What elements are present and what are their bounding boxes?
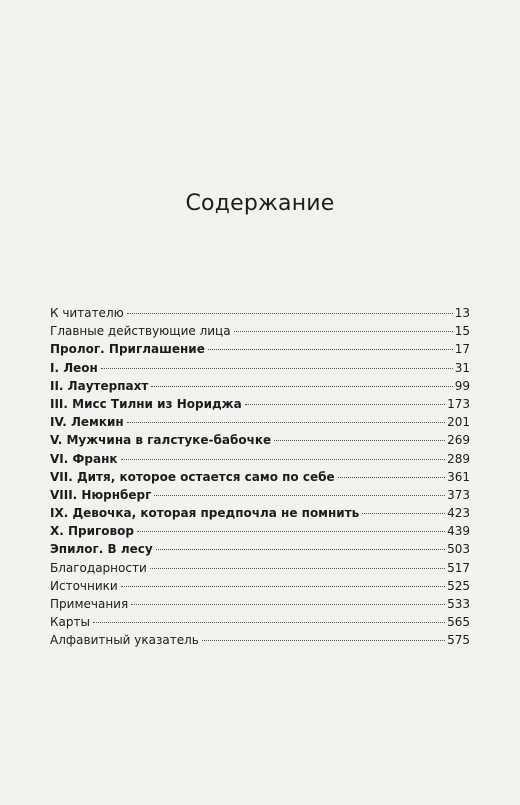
toc-entry-page-number: 17 — [454, 342, 470, 357]
dot-leader — [137, 531, 445, 532]
toc-entry — [50, 504, 470, 522]
toc-entry-page-number: 99 — [454, 378, 470, 393]
toc-entry-page-number: 15 — [454, 324, 470, 339]
toc-entry — [50, 304, 470, 322]
dot-leader — [93, 622, 445, 623]
toc-entry — [50, 340, 470, 358]
toc-entry — [50, 322, 470, 340]
toc-entry-label: IV. Лемкин — [50, 415, 124, 430]
toc-entry — [50, 613, 470, 631]
toc-entry-page-number: 517 — [447, 560, 470, 575]
toc-entry-page-number: 31 — [454, 360, 470, 375]
dot-leader — [234, 331, 453, 332]
toc-entry-label: V. Мужчина в галстуке-бабочке — [50, 433, 272, 448]
toc-entry — [50, 540, 470, 558]
toc-entry-label: Эпилог. В лесу — [50, 542, 153, 557]
toc-entry-label: К читателю — [50, 306, 124, 320]
toc-entry-page-number: 423 — [447, 506, 470, 521]
toc-entry-label: Примечания — [50, 597, 129, 611]
toc-entry-page-number: 173 — [447, 396, 470, 411]
toc-entry-page-number: 201 — [447, 415, 470, 430]
dot-leader — [151, 386, 452, 387]
toc-entry — [50, 359, 470, 377]
toc-entry-label: Благодарности — [50, 560, 147, 575]
page-title: Содержание — [185, 191, 335, 216]
dot-leader — [338, 477, 445, 478]
toc-entry-label: II. Лаутерпахт — [50, 378, 149, 393]
toc-entry-label: IX. Девочка, которая предпочла не помнить — [50, 506, 360, 521]
toc-entry-label: I. Леон — [50, 360, 98, 375]
toc-entry — [50, 486, 470, 504]
toc-entry-page-number: 575 — [447, 633, 470, 648]
dot-leader — [121, 586, 445, 587]
toc-entry — [50, 395, 470, 413]
toc-entry — [50, 450, 470, 468]
dot-leader — [202, 640, 445, 641]
dot-leader — [127, 313, 453, 314]
dot-leader — [121, 459, 446, 460]
toc-entry — [50, 468, 470, 486]
toc-entry-page-number: 503 — [447, 542, 470, 557]
toc-entry-label: VIII. Нюрнберг — [50, 487, 152, 502]
toc-entry-label: Пролог. Приглашение — [50, 342, 205, 357]
dot-leader — [150, 568, 445, 569]
toc-entry-label: VI. Франк — [50, 451, 118, 466]
toc-entry-page-number: 439 — [447, 524, 470, 539]
toc-entry-page-number: 373 — [447, 487, 470, 502]
toc-entry-label: Главные действующие лица — [50, 324, 231, 339]
dot-leader — [101, 368, 453, 369]
toc-entry — [50, 377, 470, 395]
toc-entry — [50, 631, 470, 649]
toc-entry-label: Алфавитный указатель — [50, 633, 199, 648]
toc-entry-page-number: 289 — [447, 451, 470, 466]
toc-entry — [50, 413, 470, 431]
toc-entry-page-number: 269 — [447, 433, 470, 448]
toc-entry-page-number: 361 — [447, 469, 470, 484]
toc-entry-label: Карты — [50, 615, 90, 630]
toc-entry — [50, 522, 470, 540]
dot-leader — [245, 404, 445, 405]
toc-entry — [50, 559, 470, 577]
toc-entry-page-number: 565 — [447, 615, 470, 630]
table-of-contents — [50, 304, 470, 650]
toc-entry-label: Источники — [50, 578, 118, 593]
toc-entry-label: VII. Дитя, которое остается само по себе — [50, 469, 335, 484]
toc-entry-page-number: 533 — [447, 597, 470, 611]
dot-leader — [362, 513, 445, 514]
toc-entry-label: III. Мисс Тилни из Нориджа — [50, 396, 242, 411]
dot-leader — [131, 604, 445, 605]
toc-entry-page-number: 525 — [447, 578, 470, 593]
toc-entry-page-number: 13 — [454, 306, 470, 320]
dot-leader — [156, 549, 445, 550]
dot-leader — [208, 349, 453, 350]
toc-entry — [50, 577, 470, 595]
toc-entry — [50, 595, 470, 613]
dot-leader — [274, 440, 445, 441]
dot-leader — [154, 495, 445, 496]
toc-entry — [50, 431, 470, 449]
toc-entry-label: X. Приговор — [50, 524, 134, 539]
dot-leader — [127, 422, 445, 423]
